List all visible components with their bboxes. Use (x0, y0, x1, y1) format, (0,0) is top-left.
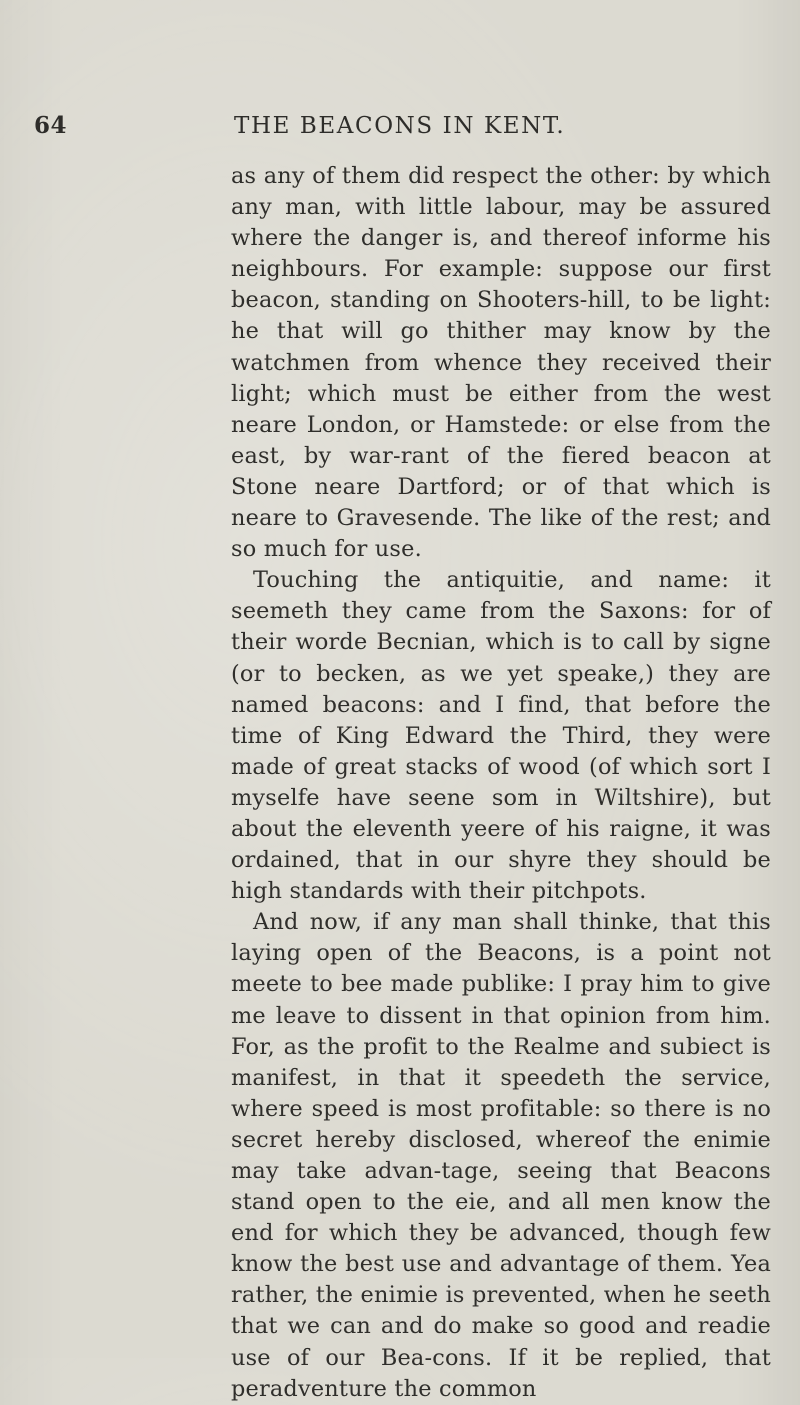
paragraph-1: as any of them did respect the other: by which any man, with little labour, may be assured where the danger is, and thereof informe his neighbours. For example: suppose our first beacon, standing on Shooters-hill, to be light: he that will go thither may know by the watchmen from whence they received their light; which must be either from the west neare London, or Hamstede: or else from the east, by war-rant of the fiered beacon at Stone neare Dartford; or of that which is neare to Gravesende. The like of the rest; and so much for use. (231, 163, 771, 563)
paragraph-3: And now, if any man shall thinke, that this laying open of the Beacons, is a point not meete to bee made publike: I pray him to give me leave to dissent in that opinion from him. For, as the profit to the Realme and subiect is manifest, in that it speedeth the service, where speed is most profitable: so there is no secret hereby disclosed, whereof the enimie may take advan-tage, seeing that Beacons stand open to the eie, and all men know the end for which they be advanced, though few know the best use and advantage of them. Yea rather, the enimie is prevented, when he seeth that we can and do make so good and readie use of our Bea-cons. If it be replied, that peradventure the common (231, 909, 771, 1402)
paragraph-2: Touching the antiquitie, and name: it seemeth they came from the Saxons: for of their worde Becnian, which is to call by signe (or to becken, as we yet speake,) they are named beacons: and I find, that before the time of King Edward the Third, they were made of great stacks of wood (of which sort I myselfe have seene som in Wiltshire), but about the eleventh yeere of his raigne, it was ordained, that in our shyre they should be high standards with their pitchpots. (231, 567, 771, 905)
running-head: THE BEACONS IN KENT. (234, 113, 566, 139)
body-text (231, 161, 771, 1405)
page-number: 64 (34, 112, 68, 139)
